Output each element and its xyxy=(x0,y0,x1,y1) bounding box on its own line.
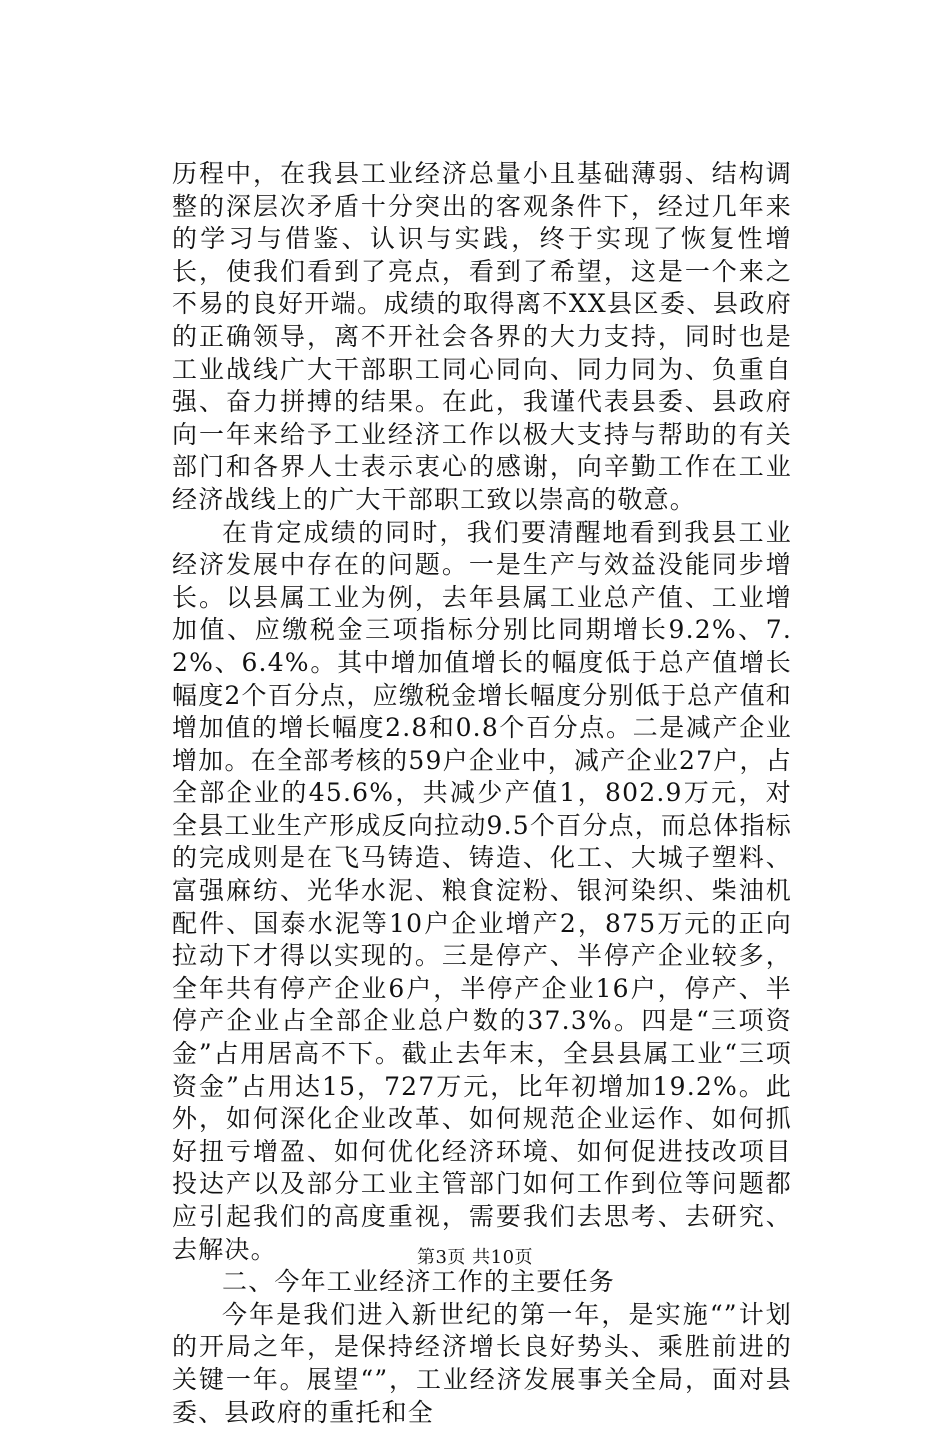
page-footer: 第3页 共10页 xyxy=(416,1247,534,1268)
paragraph-continuation: 历程中，在我县工业经济总量小且基础薄弱、结构调整的深层次矛盾十分突出的客观条件下，经过几年来的学习与借鉴、认识与实践，终于实现了恢复性增长，使我们看到了亮点，看到了希望，这是一个来之不易的良好开端。成绩的取得离不XX县区委、县政府的正确领导，离不开社会各界的大力支持，同时也是工业战线广大干部职工同心同向、同力同为、负重自强、奋力拼搏的结果。在此，我谨代表县委、县政府向一年来给予工业经济工作以极大支持与帮助的有关部门和各界人士表示衷心的感谢，向辛勤工作在工业经济战线上的广大干部职工致以崇高的敬意。 xyxy=(172,159,792,514)
document-body xyxy=(172,158,792,1429)
paragraph-problems: 在肯定成绩的同时，我们要清醒地看到我县工业经济发展中存在的问题。一是生产与效益没能同步增长。以县属工业为例，去年县属工业总产值、工业增加值、应缴税金三项指标分别比同期增长9.2%、7.2%、6.4%。其中增加值增长的幅度低于总产值增长幅度2个百分点，应缴税金增长幅度分别低于总产值和增加值的增长幅度2.8和0.8个百分点。二是减产企业增加。在全部考核的59户企业中，减产企业27户，占全部企业的45.6%，共减少产值1，802.9万元，对全县工业生产形成反向拉动9.5个百分点，而总体指标的完成则是在飞马铸造、铸造、化工、大城子塑料、富强麻纺、光华水泥、粮食淀粉、银河染织、柴油机配件、国泰水泥等10户企业增产2，875万元的正向拉动下才得以实现的。三是停产、半停产企业较多，全年共有停产企业6户，半停产企业16户，停产、半停产企业占全部企业总户数的37.3%。四是“三项资金”占用居高不下。截止去年末，全县县属工业“三项资金”占用达15，727万元，比年初增加19.2%。此外，如何深化企业改革、如何规范企业运作、如何抓好扭亏增盈、如何优化经济环境、如何促进技改项目投达产以及部分工业主管部门如何工作到位等问题都应引起我们的高度重视，需要我们去思考、去研究、去解决。 xyxy=(172,517,792,1264)
section-heading: 二、今年工业经济工作的主要任务 xyxy=(222,1267,616,1297)
paragraph-tasks: 今年是我们进入新世纪的第一年，是实施“”计划的开局之年，是保持经济增长良好势头、乘胜前进的关键一年。展望“”，工业经济发展事关全局，面对县委、县政府的重托和全 xyxy=(172,1299,792,1427)
